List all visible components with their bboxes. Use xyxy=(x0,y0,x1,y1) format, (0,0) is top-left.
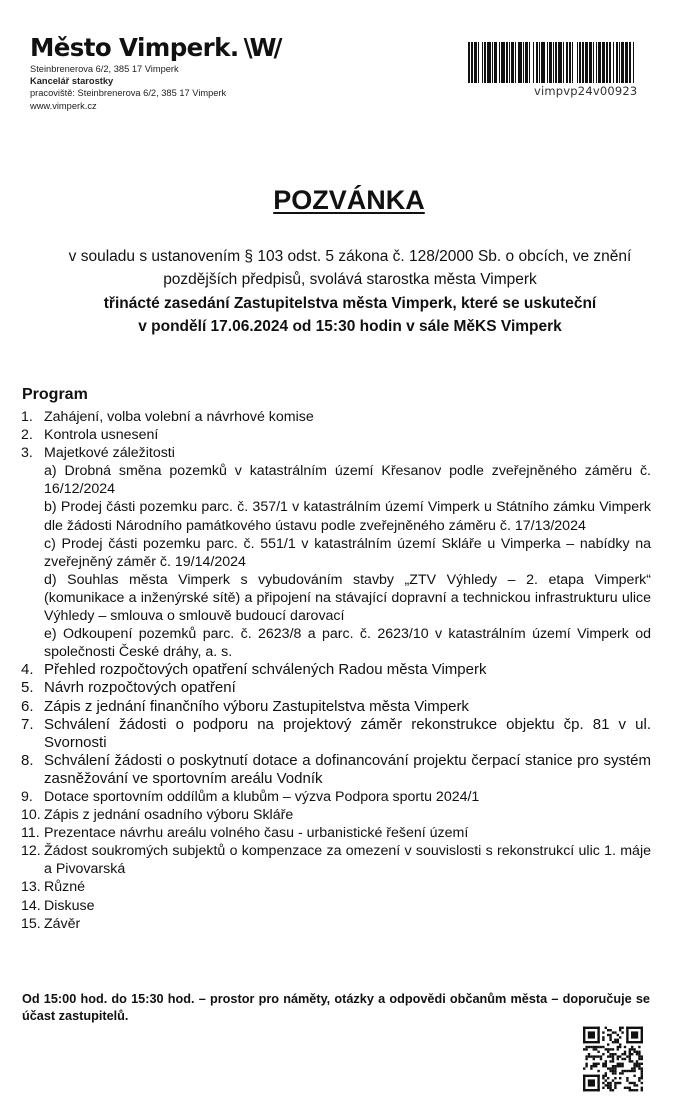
qr-module xyxy=(629,1048,631,1050)
qr-module xyxy=(609,1089,611,1091)
qr-module xyxy=(614,1067,616,1069)
qr-module xyxy=(641,1082,643,1084)
barcode-icon xyxy=(468,42,696,83)
qr-module xyxy=(638,1063,640,1065)
qr-module xyxy=(595,1065,597,1067)
logo-text: Město Vimperk. xyxy=(30,33,239,62)
qr-module xyxy=(585,1055,587,1057)
barcode-bar xyxy=(633,42,634,83)
qr-module xyxy=(629,1070,631,1072)
program-subitem: a) Drobná směna pozemků v katastrálním území Křesanov podle zveřejněného záměru č. 16/12/2024 xyxy=(44,463,651,498)
qr-module xyxy=(585,1048,587,1050)
qr-module xyxy=(641,1075,643,1077)
qr-module xyxy=(617,1034,619,1036)
qr-module xyxy=(583,1075,585,1092)
qr-module xyxy=(638,1055,640,1057)
program-subitem: b) Prodej části pozemku parc. č. 357/1 v katastrálním území Vimperk u Státního zámku Vimperk dle žádosti Národního památkového ústavu podle zveřejněného záměru č. 17/13/2024 xyxy=(44,499,651,534)
qr-module xyxy=(631,1046,633,1048)
qr-module xyxy=(593,1065,595,1067)
qr-module xyxy=(619,1043,621,1045)
qr-module xyxy=(595,1063,597,1065)
qr-module xyxy=(602,1053,604,1055)
qr-module xyxy=(609,1036,611,1038)
qr-module xyxy=(621,1063,623,1065)
qr-module xyxy=(631,1031,638,1038)
qr-module xyxy=(614,1039,616,1041)
program-subitem: d) Souhlas města Vimperk s vybudováním stavby „ZTV Výhledy – 2. etapa Vimperk“ (komunikace a inženýrské sítě) a připojení na stávající dopravní a technickou infrastrukturu ulice Výhledy – smlouva o smlouvě budoucí darovací xyxy=(44,571,651,625)
qr-module xyxy=(638,1053,640,1055)
qr-module xyxy=(595,1046,597,1048)
qr-module xyxy=(605,1060,607,1062)
program-list xyxy=(21,408,651,933)
program-item xyxy=(21,426,651,444)
qr-module xyxy=(621,1031,623,1033)
qr-module xyxy=(617,1046,619,1048)
qr-module xyxy=(641,1077,643,1079)
qr-module xyxy=(605,1079,607,1081)
qr-module xyxy=(621,1053,623,1055)
qr-module xyxy=(609,1055,611,1057)
qr-module xyxy=(641,1087,643,1089)
qr-module xyxy=(585,1063,587,1065)
qr-module xyxy=(614,1087,616,1089)
item-number: 12. xyxy=(21,843,41,860)
qr-module xyxy=(633,1063,635,1065)
qr-module xyxy=(626,1041,643,1043)
item-text: Dotace sportovním oddílům a klubům – výzva Podpora sportu 2024/1 xyxy=(44,788,480,805)
qr-module xyxy=(602,1075,604,1077)
qr-module xyxy=(612,1089,614,1091)
logo-mark-icon: \W/ xyxy=(243,33,280,62)
item-number: 15. xyxy=(21,915,41,932)
item-number: 5. xyxy=(21,679,34,697)
qr-module xyxy=(636,1063,638,1065)
qr-module xyxy=(588,1046,590,1048)
qr-module xyxy=(638,1077,640,1079)
qr-module xyxy=(629,1055,631,1057)
qr-module xyxy=(641,1055,643,1057)
qr-module xyxy=(607,1048,609,1050)
qr-module xyxy=(617,1041,619,1043)
item-text: Závěr xyxy=(44,915,81,932)
qr-module xyxy=(629,1058,631,1060)
qr-module xyxy=(605,1075,607,1077)
qr-module xyxy=(624,1053,626,1055)
qr-module xyxy=(619,1077,621,1079)
qr-module xyxy=(631,1053,633,1055)
qr-module xyxy=(612,1031,614,1033)
qr-module xyxy=(609,1048,611,1050)
qr-module xyxy=(619,1082,621,1084)
qr-module xyxy=(583,1089,600,1091)
qr-module xyxy=(609,1082,611,1084)
item-number: 4. xyxy=(21,661,34,679)
qr-module xyxy=(612,1070,614,1072)
qr-module xyxy=(629,1089,631,1091)
address-line: Steinbrenerova 6/2, 385 17 Vimperk xyxy=(30,64,179,74)
qr-module xyxy=(636,1060,638,1062)
program-heading: Program xyxy=(22,386,88,403)
qr-module xyxy=(621,1058,623,1060)
qr-module xyxy=(612,1053,614,1055)
program-item xyxy=(21,444,651,462)
qr-module xyxy=(597,1051,599,1053)
qr-module xyxy=(597,1070,599,1072)
qr-module xyxy=(597,1046,599,1048)
program-item xyxy=(21,661,651,679)
qr-module xyxy=(607,1067,609,1069)
qr-module xyxy=(626,1070,628,1072)
qr-module xyxy=(602,1065,604,1067)
qr-module xyxy=(609,1087,611,1089)
qr-module xyxy=(633,1065,635,1067)
qr-module xyxy=(624,1070,626,1072)
office-name: Kancelář starostky xyxy=(30,76,114,87)
qr-module xyxy=(607,1082,609,1084)
qr-code-icon xyxy=(583,1026,643,1092)
program-item xyxy=(21,897,651,915)
item-text: Návrh rozpočtových opatření xyxy=(44,679,236,697)
qr-module xyxy=(605,1072,607,1074)
item-number: 8. xyxy=(21,751,34,769)
qr-module xyxy=(624,1058,626,1060)
workplace-line: pracoviště: Steinbrenerova 6/2, 385 17 Vimperk xyxy=(30,88,227,99)
qr-module xyxy=(609,1067,611,1069)
qr-module xyxy=(609,1034,611,1036)
qr-module xyxy=(602,1082,604,1084)
qr-module xyxy=(641,1070,643,1072)
item-text: Kontrola usnesení xyxy=(44,427,159,444)
item-text: Přehled rozpočtových opatření schválených Radou města Vimperk xyxy=(44,661,487,679)
qr-module xyxy=(619,1036,621,1038)
qr-module xyxy=(631,1060,633,1062)
qr-module xyxy=(597,1055,599,1057)
qr-module xyxy=(612,1065,614,1067)
qr-module xyxy=(600,1058,602,1060)
qr-module xyxy=(612,1079,614,1081)
title-text: POZVÁNKA xyxy=(273,185,425,215)
document-barcode xyxy=(468,42,696,98)
qr-module xyxy=(605,1084,607,1086)
qr-module xyxy=(602,1063,604,1065)
qr-module xyxy=(593,1055,595,1057)
qr-module xyxy=(633,1048,635,1050)
qr-module xyxy=(602,1077,604,1079)
qr-module xyxy=(641,1063,643,1065)
qr-module xyxy=(590,1055,592,1057)
program-item xyxy=(21,679,651,697)
qr-module xyxy=(609,1029,611,1031)
item-text: Schválení žádosti o poskytnutí dotace a dofinancování projektu čerpací stanice pro systém zasněžování ve sportovním areálu Vodník xyxy=(44,751,651,787)
program-item xyxy=(21,915,651,933)
qr-module xyxy=(633,1082,635,1084)
item-number: 9. xyxy=(21,788,33,805)
qr-module xyxy=(585,1065,587,1067)
qr-module xyxy=(626,1027,643,1029)
program-item xyxy=(21,806,651,824)
qr-module xyxy=(631,1067,633,1069)
qr-module xyxy=(583,1027,600,1029)
qr-module xyxy=(595,1055,597,1057)
qr-module xyxy=(638,1046,640,1048)
qr-module xyxy=(617,1055,619,1057)
item-text: Žádost soukromých subjektů o kompenzace za omezení v souvislosti s rekonstrukcí ulic 1. máje a Pivovarská xyxy=(44,843,651,878)
program-item xyxy=(21,824,651,842)
qr-module xyxy=(617,1048,619,1050)
item-text: Majetkové záležitosti xyxy=(44,445,175,462)
website-link[interactable]: www.vimperk.cz xyxy=(30,100,97,111)
qr-module xyxy=(617,1058,619,1060)
qr-module xyxy=(619,1055,621,1057)
qr-module xyxy=(617,1039,619,1041)
qr-module xyxy=(614,1082,616,1084)
qr-module xyxy=(624,1087,626,1089)
city-logo xyxy=(30,34,279,62)
qr-module xyxy=(638,1065,640,1067)
qr-module xyxy=(605,1065,607,1067)
program-item xyxy=(21,878,651,896)
program-subitem: c) Prodej části pozemku parc. č. 551/1 v katastrálním území Skláře u Vimperka – nabídky na zveřejněný záměr č. 19/14/2024 xyxy=(44,535,651,570)
qr-module xyxy=(636,1053,638,1055)
qr-module xyxy=(600,1055,602,1057)
qr-module xyxy=(641,1027,643,1044)
qr-module xyxy=(633,1067,635,1069)
qr-module xyxy=(609,1084,611,1086)
program-item xyxy=(21,788,651,806)
qr-module xyxy=(585,1046,587,1048)
qr-module xyxy=(629,1051,631,1053)
qr-module xyxy=(621,1072,623,1074)
meeting-date-place: v pondělí 17.06.2024 od 15:30 hodin v sále MěKS Vimperk xyxy=(138,317,562,335)
qr-module xyxy=(629,1087,631,1089)
qr-module xyxy=(636,1089,638,1091)
qr-module xyxy=(614,1077,616,1079)
qr-module xyxy=(600,1046,602,1048)
item-number: 10. xyxy=(21,807,41,824)
program-item xyxy=(21,842,651,878)
qr-module xyxy=(602,1036,604,1038)
intro-line: v souladu s ustanovením § 103 odst. 5 zákona č. 128/2000 Sb. o obcích, ve znění xyxy=(68,248,632,265)
qr-module xyxy=(617,1082,619,1084)
program-subitem: e) Odkoupení pozemků parc. č. 2623/8 a parc. č. 2623/10 v katastrálním území Vimperk od společnosti České dráhy, a. s. xyxy=(44,626,651,661)
qr-module xyxy=(624,1046,626,1048)
qr-module xyxy=(619,1072,621,1074)
item-number: 6. xyxy=(21,697,34,715)
qr-module xyxy=(607,1055,609,1057)
qr-module xyxy=(614,1084,616,1086)
qr-module xyxy=(614,1031,616,1033)
item-number: 2. xyxy=(21,427,33,444)
program-item xyxy=(21,716,651,752)
qr-module xyxy=(636,1084,638,1086)
qr-module xyxy=(614,1041,616,1043)
qr-module xyxy=(583,1027,585,1044)
qr-module xyxy=(612,1067,614,1069)
qr-module xyxy=(612,1048,614,1050)
qr-module xyxy=(590,1065,592,1067)
qr-module xyxy=(583,1041,600,1043)
qr-module xyxy=(619,1065,621,1067)
qr-module xyxy=(597,1063,599,1065)
qr-module xyxy=(607,1084,609,1086)
qr-module xyxy=(636,1065,638,1067)
qr-module xyxy=(614,1072,616,1074)
qr-module xyxy=(626,1027,628,1044)
qr-module xyxy=(597,1075,599,1092)
qr-module xyxy=(629,1082,631,1084)
qr-module xyxy=(607,1051,609,1053)
item-number: 14. xyxy=(21,897,41,914)
qr-module xyxy=(590,1046,592,1048)
qr-module xyxy=(607,1034,609,1036)
barcode-code: vimpvp24v00923 xyxy=(534,84,638,98)
qr-module xyxy=(612,1072,614,1074)
qr-module xyxy=(641,1089,643,1091)
qr-module xyxy=(602,1039,604,1041)
public-discussion-note: Od 15:00 hod. do 15:30 hod. – prostor pro náměty, otázky a odpovědi občanům města – doporučuje se účast zastupitelů. xyxy=(22,992,650,1023)
qr-module xyxy=(597,1027,599,1044)
qr-module xyxy=(638,1079,640,1081)
qr-module xyxy=(633,1089,635,1091)
qr-module xyxy=(595,1048,597,1050)
qr-module xyxy=(602,1031,604,1033)
qr-module xyxy=(605,1048,607,1050)
qr-module xyxy=(602,1046,604,1048)
qr-module xyxy=(583,1048,585,1050)
qr-module xyxy=(593,1063,595,1065)
qr-module xyxy=(624,1051,626,1053)
qr-module xyxy=(612,1041,614,1043)
qr-module xyxy=(621,1065,623,1067)
item-text: Zápis z jednání finančního výboru Zastupitelstva města Vimperk xyxy=(44,697,469,715)
qr-module xyxy=(641,1058,643,1060)
qr-module xyxy=(588,1055,590,1057)
qr-module xyxy=(621,1027,623,1029)
item-number: 11. xyxy=(21,825,40,842)
qr-module xyxy=(593,1046,595,1048)
meeting-name: třinácté zasedání Zastupitelstva města Vimperk, které se uskuteční xyxy=(103,294,597,312)
intro-line: pozdějších předpisů, svolává starostka města Vimperk xyxy=(163,271,537,289)
qr-module xyxy=(631,1082,633,1084)
qr-module xyxy=(641,1072,643,1074)
program-item xyxy=(21,698,651,716)
item-text: Schválení žádosti o podporu na projektový záměr rekonstrukce objektu čp. 81 v ul. Svornosti xyxy=(44,715,651,751)
document-title xyxy=(0,184,698,216)
qr-module xyxy=(631,1070,633,1072)
qr-module xyxy=(631,1089,633,1091)
qr-module xyxy=(629,1060,631,1062)
qr-module xyxy=(612,1060,614,1062)
qr-module xyxy=(614,1070,616,1072)
qr-module xyxy=(626,1079,628,1081)
item-number: 3. xyxy=(21,445,33,462)
qr-module xyxy=(614,1065,616,1067)
qr-module xyxy=(605,1063,607,1065)
qr-module xyxy=(614,1053,616,1055)
qr-module xyxy=(607,1077,609,1079)
item-number: 1. xyxy=(21,409,33,425)
qr-module xyxy=(588,1031,595,1038)
qr-module xyxy=(626,1087,628,1089)
item-text: Zápis z jednání osadního výboru Skláře xyxy=(44,807,294,824)
qr-module xyxy=(609,1060,611,1062)
qr-module xyxy=(605,1027,607,1029)
qr-module xyxy=(631,1048,633,1050)
item-number: 7. xyxy=(21,715,34,733)
qr-module xyxy=(636,1051,638,1053)
program-item xyxy=(21,408,651,426)
sender-address xyxy=(30,63,226,112)
qr-module xyxy=(633,1084,635,1086)
qr-module xyxy=(638,1067,640,1069)
qr-module xyxy=(607,1029,609,1031)
qr-module xyxy=(617,1063,619,1065)
qr-module xyxy=(607,1087,609,1089)
item-text: Různé xyxy=(44,879,86,896)
qr-module xyxy=(609,1070,611,1072)
qr-module xyxy=(638,1051,640,1053)
qr-module xyxy=(585,1058,587,1060)
qr-module xyxy=(609,1039,611,1041)
qr-module xyxy=(621,1070,623,1072)
qr-module xyxy=(583,1075,600,1077)
qr-module xyxy=(607,1043,609,1045)
qr-module xyxy=(633,1075,635,1077)
qr-module xyxy=(617,1065,619,1067)
item-text: Zahájení, volba volební a návrhové komise xyxy=(44,409,314,425)
item-text: Diskuse xyxy=(44,897,95,914)
qr-module xyxy=(583,1067,585,1069)
qr-module xyxy=(629,1053,631,1055)
program-item xyxy=(21,752,651,788)
qr-module xyxy=(619,1029,621,1031)
qr-module xyxy=(619,1063,621,1065)
qr-module xyxy=(638,1058,640,1060)
qr-module xyxy=(626,1055,628,1057)
item-text: Prezentace návrhu areálu volného času - urbanistické řešení území xyxy=(44,825,469,842)
qr-module xyxy=(593,1048,595,1050)
qr-module xyxy=(626,1077,628,1079)
qr-module xyxy=(588,1079,595,1086)
qr-module xyxy=(633,1070,635,1072)
qr-module xyxy=(609,1053,611,1055)
intro-paragraph xyxy=(20,245,680,338)
qr-module xyxy=(633,1051,635,1053)
qr-module xyxy=(593,1058,595,1060)
qr-module xyxy=(602,1087,604,1089)
qr-module xyxy=(590,1067,592,1069)
qr-module xyxy=(619,1027,621,1029)
item-number: 13. xyxy=(21,879,41,896)
qr-module xyxy=(641,1067,643,1069)
qr-module xyxy=(612,1055,614,1057)
qr-module xyxy=(619,1046,621,1048)
qr-module xyxy=(588,1053,590,1055)
qr-module xyxy=(612,1058,614,1060)
